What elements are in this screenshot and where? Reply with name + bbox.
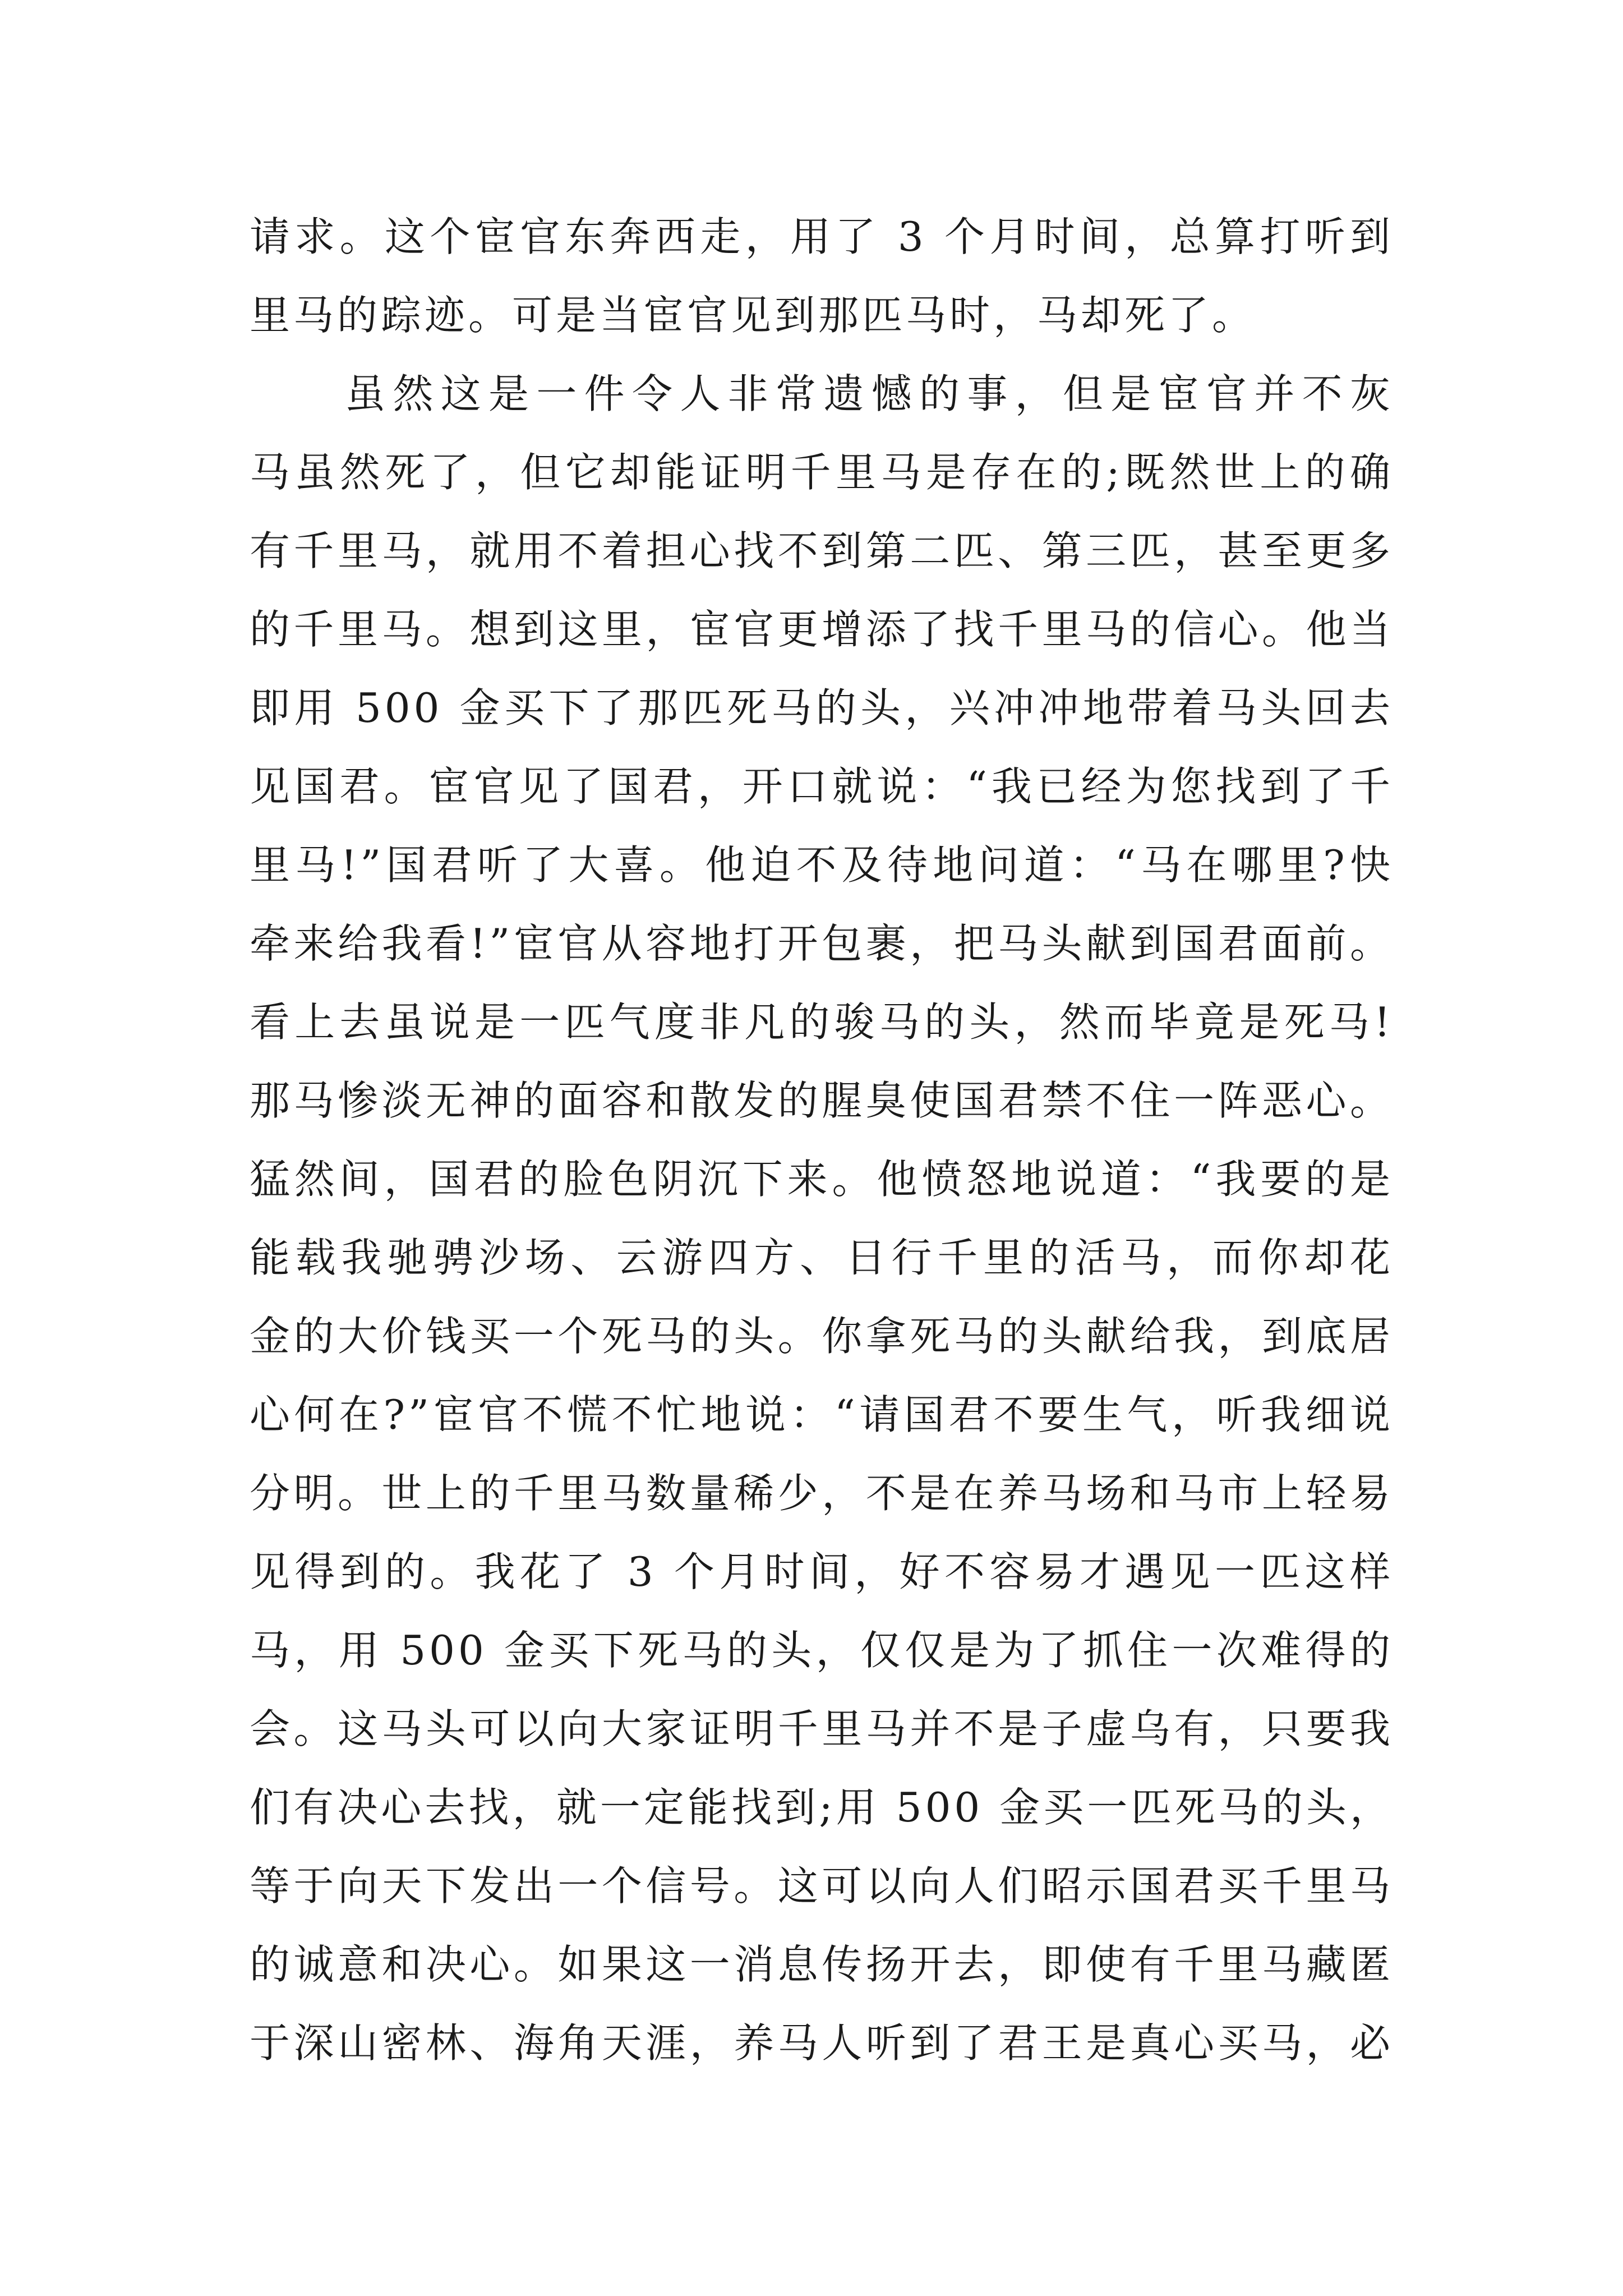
text-line: 马虽然死了，但它却能证明千里马是存在的;既然世上的确 [250,449,1394,496]
text-line: 请求。这个宦官东奔西走，用了 3 个月时间，总算打听到 [250,213,1394,260]
text-line: 看上去虽说是一匹气度非凡的骏马的头，然而毕竟是死马! [250,999,1394,1046]
text-line: 能载我驰骋沙场、云游四方、日行千里的活马，而你却花 [250,1234,1394,1281]
text-line: 于深山密林、海角天涯，养马人听到了君王是真心买马，必 [250,2019,1394,2067]
text-line: 们有决心去找，就一定能找到;用 500 金买一匹死马的头， [250,1784,1394,1831]
text-line: 那马惨淡无神的面容和散发的腥臭使国君禁不住一阵恶心。 [250,1077,1394,1124]
text-line: 有千里马，就用不着担心找不到第二匹、第三匹，甚至更多 [250,527,1394,574]
text-line: 见国君。宦官见了国君，开口就说：“我已经为您找到了千 [250,763,1394,810]
text-line: 牵来给我看!”宦官从容地打开包裹，把马头献到国君面前。 [250,920,1394,967]
text-line: 金的大价钱买一个死马的头。你拿死马的头献给我，到底居 [250,1313,1394,1360]
text-line: 心何在?”宦官不慌不忙地说：“请国君不要生气，听我细说 [250,1391,1394,1438]
text-line: 的诚意和决心。如果这一消息传扬开去，即使有千里马藏匿 [250,1941,1394,1988]
body-text [250,197,1394,2082]
text-line: 马，用 500 金买下死马的头，仅仅是为了抓住一次难得的 [250,1627,1394,1674]
text-line: 分明。世上的千里马数量稀少，不是在养马场和马市上轻易 [250,1470,1394,1517]
text-line: 即用 500 金买下了那匹死马的头，兴冲冲地带着马头回去 [250,684,1394,731]
text-line: 里马的踪迹。可是当宦官见到那匹马时，马却死了。 [250,292,1256,339]
text-line: 猛然间，国君的脸色阴沉下来。他愤怒地说道：“我要的是 [250,1156,1394,1203]
text-line: 见得到的。我花了 3 个月时间，好不容易才遇见一匹这样 [250,1548,1394,1595]
text-line: 等于向天下发出一个信号。这可以向人们昭示国君买千里马 [250,1862,1394,1910]
text-line: 的千里马。想到这里，宦官更增添了找千里马的信心。他当 [250,606,1394,653]
text-line: 会。这马头可以向大家证明千里马并不是子虚乌有，只要我 [250,1705,1394,1752]
text-line: 里马!”国君听了大喜。他迫不及待地问道：“马在哪里?快 [250,841,1394,889]
text-line: 虽然这是一件令人非常遗憾的事，但是宦官并不灰 [345,370,1394,417]
